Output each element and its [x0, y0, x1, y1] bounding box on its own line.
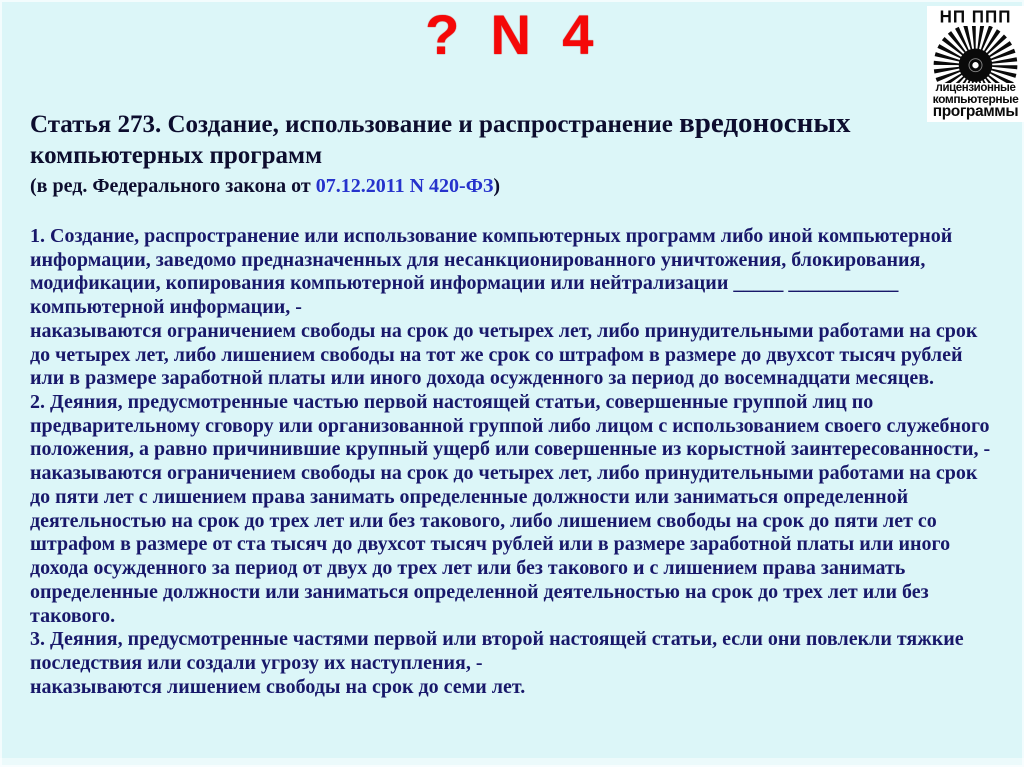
paragraph-1: 1. Создание, распространение или использование компьютерных программ либо иной компьютерной информации, заведомо предназначенных для несанкционированного уничтожения, блокирования, модификации, копирования компьютерной информации или нейтрализации _____ ___________ компьютерной информации, - — [30, 224, 953, 319]
amendment-note — [30, 175, 998, 198]
law-reference: 07.12.2011 N 420-ФЗ — [315, 174, 494, 197]
paragraph-2: 2. Деяния, предусмотренные частью первой настоящей статьи, совершенные группой лиц по предварительному сговору или организованной группой либо лицом с использованием своего служебного положения, а равно причинившие крупный ущерб или совершенные из корыстной заинтересованности, - — [30, 391, 991, 461]
article-title-suffix: компьютерных программ — [30, 142, 323, 170]
paragraph-1-sanction: наказываются ограничением свободы на срок до четырех лет, либо принудительными работами на срок до четырех лет, либо лишением свободы на тот же срок со штрафом в размере до двухсот тысяч рублей или в размере заработной платы или иного дохода осужденного за период до восемнадцати месяцев. — [30, 319, 978, 390]
logo-caption-line: программы — [932, 102, 1019, 120]
article-text-block — [30, 106, 998, 700]
logo-acronym: НП ППП — [939, 6, 1012, 27]
logo-caption-line: компьютерные — [932, 91, 1019, 106]
emphasis-word: вредоносных — [679, 107, 851, 139]
blank-line — [30, 198, 998, 225]
slide-header — [0, 2, 1024, 67]
article-title — [30, 106, 998, 172]
disc-sunburst-icon — [929, 26, 1022, 83]
paragraph-3-sanction: наказываются лишением свободы на срок до семи лет. — [30, 675, 526, 698]
paragraph-2-sanction: наказываются ограничением свободы на срок до четырех лет, либо принудительными работами на срок до пяти лет с лишением права занимать определенные должности или заниматься определенной деятельностью на срок до трех лет или без такового, либо лишением свободы на срок до пяти лет со штрафом в размере от ста тысяч до двухсот тысяч рублей или в размере заработной платы или иного дохода осужденного за период от двух до трех лет или без такового и с лишением права занимать определенные должности или заниматься определенной деятельностью на срок до трех лет или без такового. — [30, 462, 978, 627]
amendment-suffix: ) — [493, 174, 501, 197]
paragraph-3: 3. Деяния, предусмотренные частями первой или второй настоящей статьи, если они повлекли тяжкие последствия или создали угрозу их наступления, - — [30, 628, 964, 675]
slide-number-title: ? N 4 — [425, 3, 599, 66]
logo-caption-line: лицензионные — [935, 82, 1016, 94]
npppp-logo — [927, 6, 1024, 122]
article-title-prefix: Статья 273. Создание, использование и распространение — [30, 111, 680, 138]
amendment-prefix: (в ред. Федерального закона от — [30, 174, 316, 197]
